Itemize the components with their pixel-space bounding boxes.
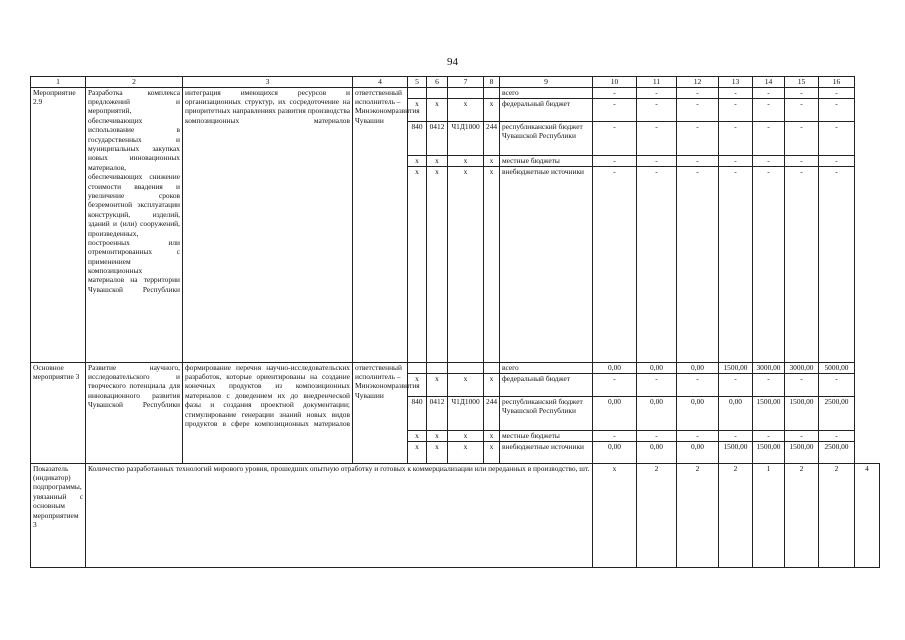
column-number-row (31, 77, 880, 88)
amount-cell: 2500,00 (819, 441, 855, 463)
amount-cell: - (819, 373, 855, 396)
amount-cell: - (719, 155, 753, 166)
amount-cell: 5000,00 (819, 362, 855, 373)
amount-cell: - (785, 155, 819, 166)
budget-table (30, 76, 880, 568)
budget-code-c8 (484, 87, 500, 98)
budget-code-c5: x (408, 441, 427, 463)
budget-code-c5: 840 (408, 121, 427, 155)
amount-cell: 0,00 (677, 362, 719, 373)
amount-cell: - (785, 87, 819, 98)
amount-cell: 1500,00 (753, 396, 785, 430)
indicator-value: 4 (855, 463, 880, 567)
funding-source: всего (500, 362, 593, 373)
column-number: 13 (719, 77, 753, 88)
funding-source: местные бюджеты (500, 155, 593, 166)
budget-code-c6: 0412 (427, 121, 448, 155)
indicator-text: Количество разработанных технологий мирового уровня, прошедших опытную отработку и готовых к коммерциализации или переданных в производство, шт. (86, 463, 593, 567)
amount-cell: - (637, 155, 677, 166)
amount-cell: - (593, 87, 637, 98)
budget-code-c7: Ч1Д1000 (448, 121, 484, 155)
column-number: 7 (448, 77, 484, 88)
amount-cell: - (719, 166, 753, 362)
indicator-label: Показатель (индикатор) подпрограммы, увязанный с основным мероприятием 3 (31, 463, 86, 567)
amount-cell: - (753, 87, 785, 98)
amount-cell: - (753, 121, 785, 155)
amount-cell: 3000,00 (753, 362, 785, 373)
budget-code-c6: x (427, 430, 448, 441)
column-number: 12 (677, 77, 719, 88)
budget-code-c8: x (484, 166, 500, 362)
budget-code-c8: 244 (484, 396, 500, 430)
amount-cell: 1500,00 (719, 362, 753, 373)
table-row (31, 362, 880, 373)
amount-cell: - (785, 121, 819, 155)
amount-cell: 0,00 (593, 441, 637, 463)
page-number: 94 (447, 56, 458, 68)
column-number: 9 (500, 77, 593, 88)
budget-code-c6: x (427, 373, 448, 396)
amount-cell: - (819, 121, 855, 155)
budget-code-c6: x (427, 98, 448, 121)
column-number: 5 (408, 77, 427, 88)
indicator-value: 1 (753, 463, 785, 567)
amount-cell: 0,00 (637, 441, 677, 463)
indicator-row (31, 463, 880, 567)
column-number: 14 (753, 77, 785, 88)
amount-cell: 1500,00 (719, 441, 753, 463)
amount-cell: - (593, 121, 637, 155)
column-number: 3 (183, 77, 353, 88)
column-number: 4 (353, 77, 408, 88)
activity-title: Развитие научного, исследовательского и творческого потенциала для инновационного развития Чувашской Республики (86, 362, 183, 463)
indicator-value: 2 (677, 463, 719, 567)
indicator-value: 2 (637, 463, 677, 567)
amount-cell: 0,00 (593, 396, 637, 430)
budget-code-c8: x (484, 98, 500, 121)
budget-code-c6 (427, 87, 448, 98)
amount-cell: - (593, 98, 637, 121)
amount-cell: 0,00 (677, 441, 719, 463)
budget-code-c8: x (484, 441, 500, 463)
amount-cell: - (593, 430, 637, 441)
column-number: 1 (31, 77, 86, 88)
indicator-x: x (593, 463, 637, 567)
amount-cell: - (677, 98, 719, 121)
amount-cell: - (677, 155, 719, 166)
amount-cell: - (719, 373, 753, 396)
column-number: 8 (484, 77, 500, 88)
funding-source: федеральный бюджет (500, 373, 593, 396)
budget-code-c8: 244 (484, 121, 500, 155)
amount-cell: - (785, 373, 819, 396)
amount-cell: - (785, 430, 819, 441)
amount-cell: 1500,00 (753, 441, 785, 463)
indicator-value: 2 (819, 463, 855, 567)
column-number: 11 (637, 77, 677, 88)
amount-cell: 0,00 (593, 362, 637, 373)
budget-code-c8 (484, 362, 500, 373)
funding-source: местные бюджеты (500, 430, 593, 441)
budget-code-c5: 840 (408, 396, 427, 430)
responsible-executor: ответственный исполнитель – Минэкономразвития Чувашии (353, 362, 408, 463)
column-number: 15 (785, 77, 819, 88)
amount-cell: - (677, 430, 719, 441)
amount-cell: 3000,00 (785, 362, 819, 373)
amount-cell: - (753, 430, 785, 441)
amount-cell: - (593, 155, 637, 166)
budget-code-c7: x (448, 155, 484, 166)
budget-code-c7: x (448, 441, 484, 463)
budget-code-c7 (448, 362, 484, 373)
budget-code-c6: x (427, 166, 448, 362)
amount-cell: - (719, 121, 753, 155)
amount-cell: - (637, 98, 677, 121)
amount-cell: - (637, 373, 677, 396)
amount-cell: - (785, 98, 819, 121)
amount-cell: - (637, 87, 677, 98)
budget-code-c8: x (484, 430, 500, 441)
amount-cell: - (637, 430, 677, 441)
budget-code-c6: x (427, 441, 448, 463)
budget-code-c5: x (408, 430, 427, 441)
column-number: 2 (86, 77, 183, 88)
table-row (31, 87, 880, 98)
amount-cell: - (719, 87, 753, 98)
amount-cell: - (593, 373, 637, 396)
amount-cell: - (677, 373, 719, 396)
amount-cell: 1500,00 (785, 396, 819, 430)
amount-cell: - (719, 430, 753, 441)
amount-cell: - (819, 430, 855, 441)
amount-cell: - (753, 373, 785, 396)
budget-code-c5: x (408, 155, 427, 166)
budget-code-c7: Ч1Д1000 (448, 396, 484, 430)
funding-source: всего (500, 87, 593, 98)
amount-cell: - (753, 155, 785, 166)
column-number: 16 (819, 77, 855, 88)
amount-cell: - (637, 121, 677, 155)
funding-source: республиканский бюджет Чувашской Республики (500, 121, 593, 155)
activity-number: Основное мероприятие 3 (31, 362, 86, 463)
activity-goal: формирование перечня научно-исследовательских разработок, которые ориентированы на создание конечных продуктов из композиционных материалов с доведением их до внедренческой фазы и создания проектной документации; стимулирование генерации знаний новых видов продуктов в сфере композиционных материалов (183, 362, 353, 463)
amount-cell: 0,00 (719, 396, 753, 430)
indicator-value: 2 (719, 463, 753, 567)
indicator-value: 2 (785, 463, 819, 567)
amount-cell: - (719, 98, 753, 121)
budget-code-c8: x (484, 155, 500, 166)
budget-code-c6 (427, 362, 448, 373)
budget-code-c7: x (448, 166, 484, 362)
amount-cell: - (785, 166, 819, 362)
amount-cell: - (593, 166, 637, 362)
budget-code-c6: x (427, 155, 448, 166)
amount-cell: 2500,00 (819, 396, 855, 430)
amount-cell: 0,00 (637, 362, 677, 373)
funding-source: внебюджетные источники (500, 441, 593, 463)
amount-cell: - (753, 98, 785, 121)
budget-code-c5: x (408, 98, 427, 121)
amount-cell: - (677, 87, 719, 98)
amount-cell: - (637, 166, 677, 362)
budget-code-c5 (408, 87, 427, 98)
amount-cell: 1500,00 (785, 441, 819, 463)
budget-code-c8: x (484, 373, 500, 396)
amount-cell: - (677, 166, 719, 362)
funding-source: федеральный бюджет (500, 98, 593, 121)
budget-code-c7 (448, 87, 484, 98)
amount-cell: - (819, 166, 855, 362)
column-number: 10 (593, 77, 637, 88)
budget-code-c5 (408, 362, 427, 373)
budget-code-c6: 0412 (427, 396, 448, 430)
activity-number: Мероприятие 2.9 (31, 87, 86, 362)
amount-cell: - (819, 98, 855, 121)
amount-cell: - (753, 166, 785, 362)
budget-code-c7: x (448, 98, 484, 121)
amount-cell: - (819, 155, 855, 166)
budget-code-c5: x (408, 166, 427, 362)
funding-source: внебюджетные источники (500, 166, 593, 362)
funding-source: республиканский бюджет Чувашской Республики (500, 396, 593, 430)
budget-code-c5: x (408, 373, 427, 396)
budget-code-c7: x (448, 373, 484, 396)
activity-title: Разработка комплекса предложений и мероприятий, обеспечивающих использование в государственных и муниципальных закупках новых инновационных материалов, обеспечивающих снижение стоимости ввадения и увеличение сроков безремонтной эксплуатации конструкций, изделий, зданий и (или) сооружений, произведенных, построенных или отремонтированных с применением композиционных материалов на территории Чувашской Республики (86, 87, 183, 362)
column-number: 6 (427, 77, 448, 88)
activity-goal: интеграция имеющихся ресурсов и организационных структур, их сосредоточение на приоритетных направлениях развития производства композиционных материалов (183, 87, 353, 362)
amount-cell: 0,00 (677, 396, 719, 430)
responsible-executor: ответственный исполнитель – Минэкономразвития Чувашии (353, 87, 408, 362)
amount-cell: 0,00 (637, 396, 677, 430)
amount-cell: - (819, 87, 855, 98)
budget-code-c7: x (448, 430, 484, 441)
amount-cell: - (677, 121, 719, 155)
